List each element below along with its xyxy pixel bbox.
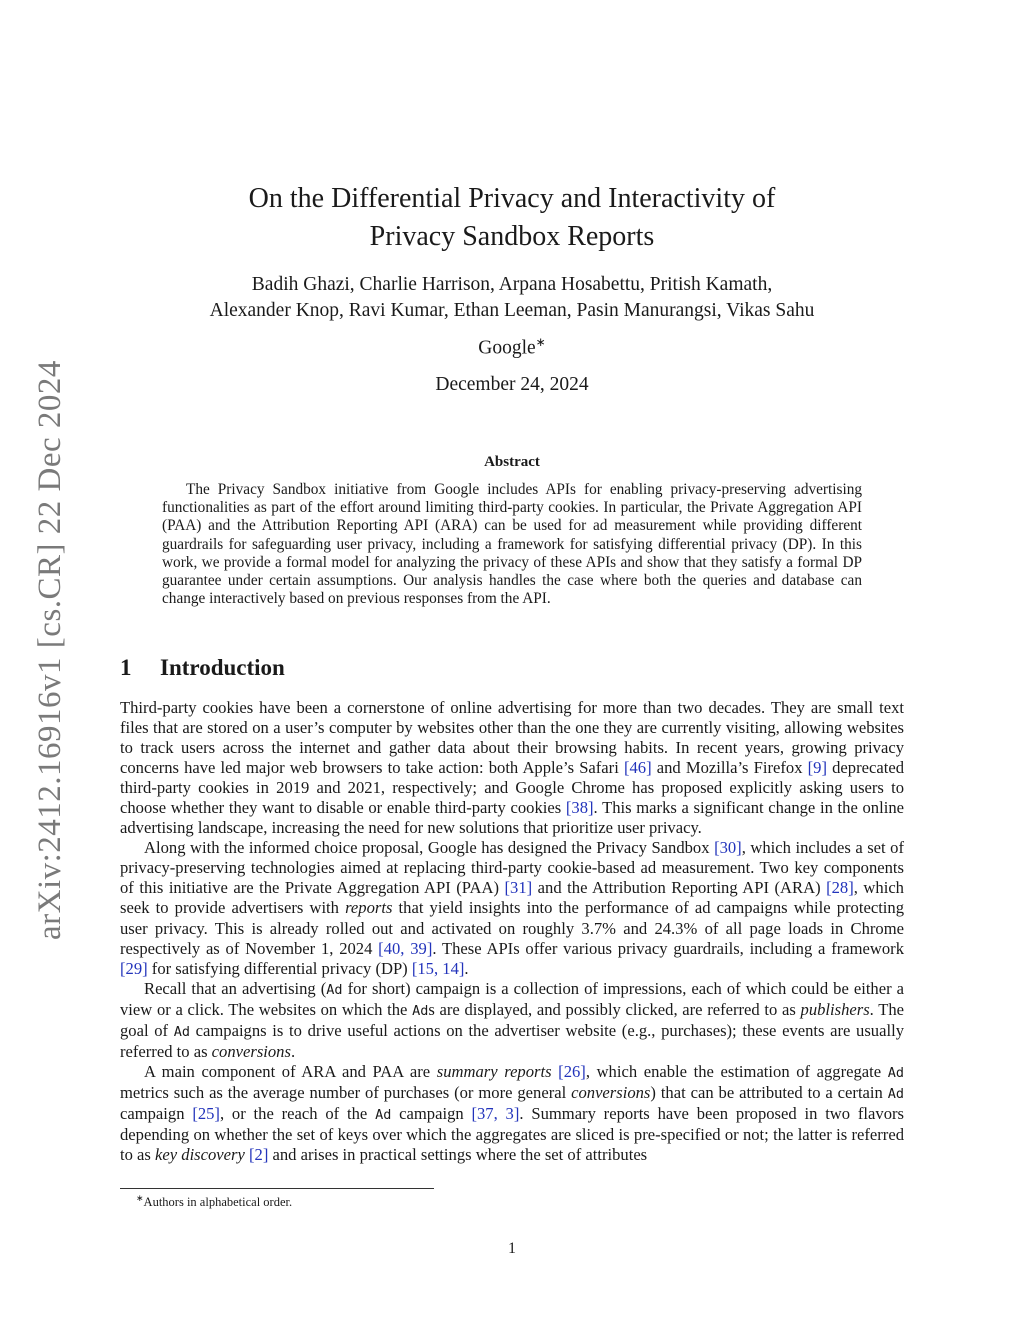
code-term: Ad bbox=[887, 1085, 904, 1102]
affiliation bbox=[120, 335, 904, 360]
citation-link[interactable]: [15, 14] bbox=[411, 958, 465, 978]
text-run: campaigns is to drive useful actions on the advertiser website (e.g., purchases); these events are usually referred to as bbox=[120, 1020, 904, 1061]
text-run: . bbox=[464, 958, 469, 978]
text-run: for short) campaign is a collection of impressions, each of which could be either a view or a click. The websites on which the bbox=[120, 978, 904, 1019]
citation-link[interactable]: [9] bbox=[807, 758, 827, 778]
citation-link[interactable]: [29] bbox=[120, 958, 148, 978]
paragraph-1 bbox=[120, 698, 904, 838]
text-run: A main component of ARA and PAA are bbox=[144, 1061, 437, 1081]
text-run: , which includes a set of privacy-preserving technologies aimed at replacing third-party cookie-based ad measurement. Two key components of this initiative are the Private Aggregation API (PAA) bbox=[120, 838, 904, 898]
authors-line-1: Badih Ghazi, Charlie Harrison, Arpana Hosabettu, Pritish Kamath, bbox=[251, 274, 773, 295]
code-term: Ad bbox=[887, 1064, 904, 1081]
text-run: campaign bbox=[120, 1103, 193, 1123]
citation-link[interactable]: [46] bbox=[623, 758, 652, 778]
code-term: Ad bbox=[412, 1002, 429, 1019]
abstract-heading: Abstract bbox=[484, 454, 540, 470]
page-number: 1 bbox=[508, 1240, 516, 1257]
citation-link[interactable]: [28] bbox=[826, 878, 854, 898]
emphasis: conversions bbox=[571, 1082, 651, 1102]
text-run: metrics such as the average number of purchases (or more general bbox=[120, 1082, 572, 1102]
abstract-text: The Privacy Sandbox initiative from Google includes APIs for enabling privacy-preserving advertising functionalities as part of the effort around limiting third-party cookies. In particular, the Private Aggregation API (PAA) and the Attribution Reporting API (ARA) can be used for ad measurement while providing different guardrails for safeguarding user privacy, including a framework for satisfying differential privacy (DP). In this work, we provide a formal model for analyzing the privacy of these APIs and show that they satisfy a formal DP guarantee under certain assumptions. Our analysis handles the case where both the queries and database can change interactively based on previous responses from the API. bbox=[162, 481, 862, 608]
text-run: s are displayed, and possibly clicked, are referred to as bbox=[428, 999, 801, 1019]
citation-link[interactable]: [26] bbox=[558, 1061, 586, 1081]
title-line-1: On the Differential Privacy and Interactivity of bbox=[248, 183, 776, 214]
footnote-text: Authors in alphabetical order. bbox=[143, 1195, 293, 1210]
text-run: and arises in practical settings where the set of attributes bbox=[268, 1145, 648, 1165]
text-run: and the Attribution Reporting API (ARA) bbox=[532, 878, 827, 898]
paragraph-2 bbox=[120, 838, 904, 978]
emphasis: key discovery bbox=[155, 1145, 245, 1165]
citation-link[interactable]: [25] bbox=[192, 1103, 220, 1123]
author-list bbox=[120, 272, 904, 324]
text-run: for satisfying differential privacy (DP) bbox=[147, 958, 412, 978]
text-run: , which seek to provide advertisers with bbox=[120, 878, 904, 918]
title-line-2: Privacy Sandbox Reports bbox=[369, 221, 655, 252]
section-number: 1 bbox=[120, 655, 132, 680]
citation-link[interactable]: [40, 39] bbox=[378, 938, 433, 958]
emphasis: reports bbox=[345, 898, 393, 918]
text-run: deprecated third-party cookies in 2019 and 2021, respectively; and Google Chrome has proposed explicitly asking users to choose whether they want to disable or enable third-party cookies bbox=[120, 758, 904, 818]
affiliation-footnote-mark[interactable]: ∗ bbox=[535, 335, 546, 349]
code-term: Ad bbox=[326, 981, 343, 998]
arxiv-identifier-stamp: arXiv:2412.16916v1 [cs.CR] 22 Dec 2024 bbox=[32, 360, 68, 940]
text-run: ) that can be attributed to a certain bbox=[650, 1082, 888, 1102]
footnote-mark: ∗ bbox=[136, 1193, 144, 1203]
text-run: Third-party cookies have been a cornerstone of online advertising for more than two decades. They are small text files that are stored on a user’s computer by websites other than the one they are currently visiting, allowing websites to track users across the internet and gather data about their browsing habits. In recent years, growing privacy concerns have led major web browsers to take action: both Apple’s Safari bbox=[120, 698, 904, 778]
text-run: . Summary reports have been proposed in two flavors depending on whether the set of keys over which the aggregates are sliced is pre-specified or not; the latter is referred to as bbox=[120, 1103, 904, 1165]
code-term: Ad bbox=[173, 1023, 190, 1040]
citation-link[interactable]: [37, 3] bbox=[471, 1103, 520, 1123]
section-heading bbox=[120, 655, 285, 681]
section-title: Introduction bbox=[160, 655, 285, 680]
text-run: . The goal of bbox=[120, 999, 905, 1040]
paper-title bbox=[120, 180, 904, 256]
citation-link[interactable]: [38] bbox=[565, 798, 594, 818]
authors-line-2: Alexander Knop, Ravi Kumar, Ethan Leeman, Pasin Manurangsi, Vikas Sahu bbox=[209, 300, 815, 321]
publication-date: December 24, 2024 bbox=[435, 374, 589, 395]
text-run: , or the reach of the bbox=[219, 1103, 376, 1123]
text-run: campaign bbox=[391, 1103, 472, 1123]
citation-link[interactable]: [2] bbox=[249, 1145, 269, 1165]
text-run: Recall that an advertising ( bbox=[144, 978, 327, 998]
emphasis: conversions bbox=[211, 1041, 291, 1061]
paragraph-4 bbox=[120, 1062, 904, 1165]
text-run: . bbox=[290, 1041, 296, 1061]
text-run: . This marks a significant change in the online advertising landscape, increasing the need for new solutions that prioritize user privacy. bbox=[120, 798, 904, 838]
text-run: and Mozilla’s Firefox bbox=[651, 758, 808, 778]
introduction-body bbox=[120, 698, 904, 1165]
text-run: that yield insights into the performance of ad campaigns while protecting user privacy. This is already rolled out and activated on roughly 3.7% and 24.3% of all page loads in Chrome respectively as of November 1, 2024 bbox=[120, 898, 905, 958]
footnote-divider bbox=[120, 1188, 434, 1189]
citation-link[interactable]: [31] bbox=[504, 878, 533, 898]
affiliation-name: Google bbox=[478, 337, 536, 359]
text-run: Along with the informed choice proposal, Google has designed the Privacy Sandbox bbox=[144, 838, 715, 858]
text-run: , which enable the estimation of aggregate bbox=[585, 1061, 888, 1081]
emphasis: publishers bbox=[800, 999, 870, 1019]
paragraph-3 bbox=[120, 979, 904, 1062]
code-term: Ad bbox=[375, 1106, 392, 1123]
footnote bbox=[136, 1193, 292, 1210]
text-run: . These APIs offer various privacy guardrails, including a framework bbox=[432, 938, 904, 958]
citation-link[interactable]: [30] bbox=[714, 838, 742, 858]
emphasis: summary reports bbox=[436, 1061, 552, 1081]
